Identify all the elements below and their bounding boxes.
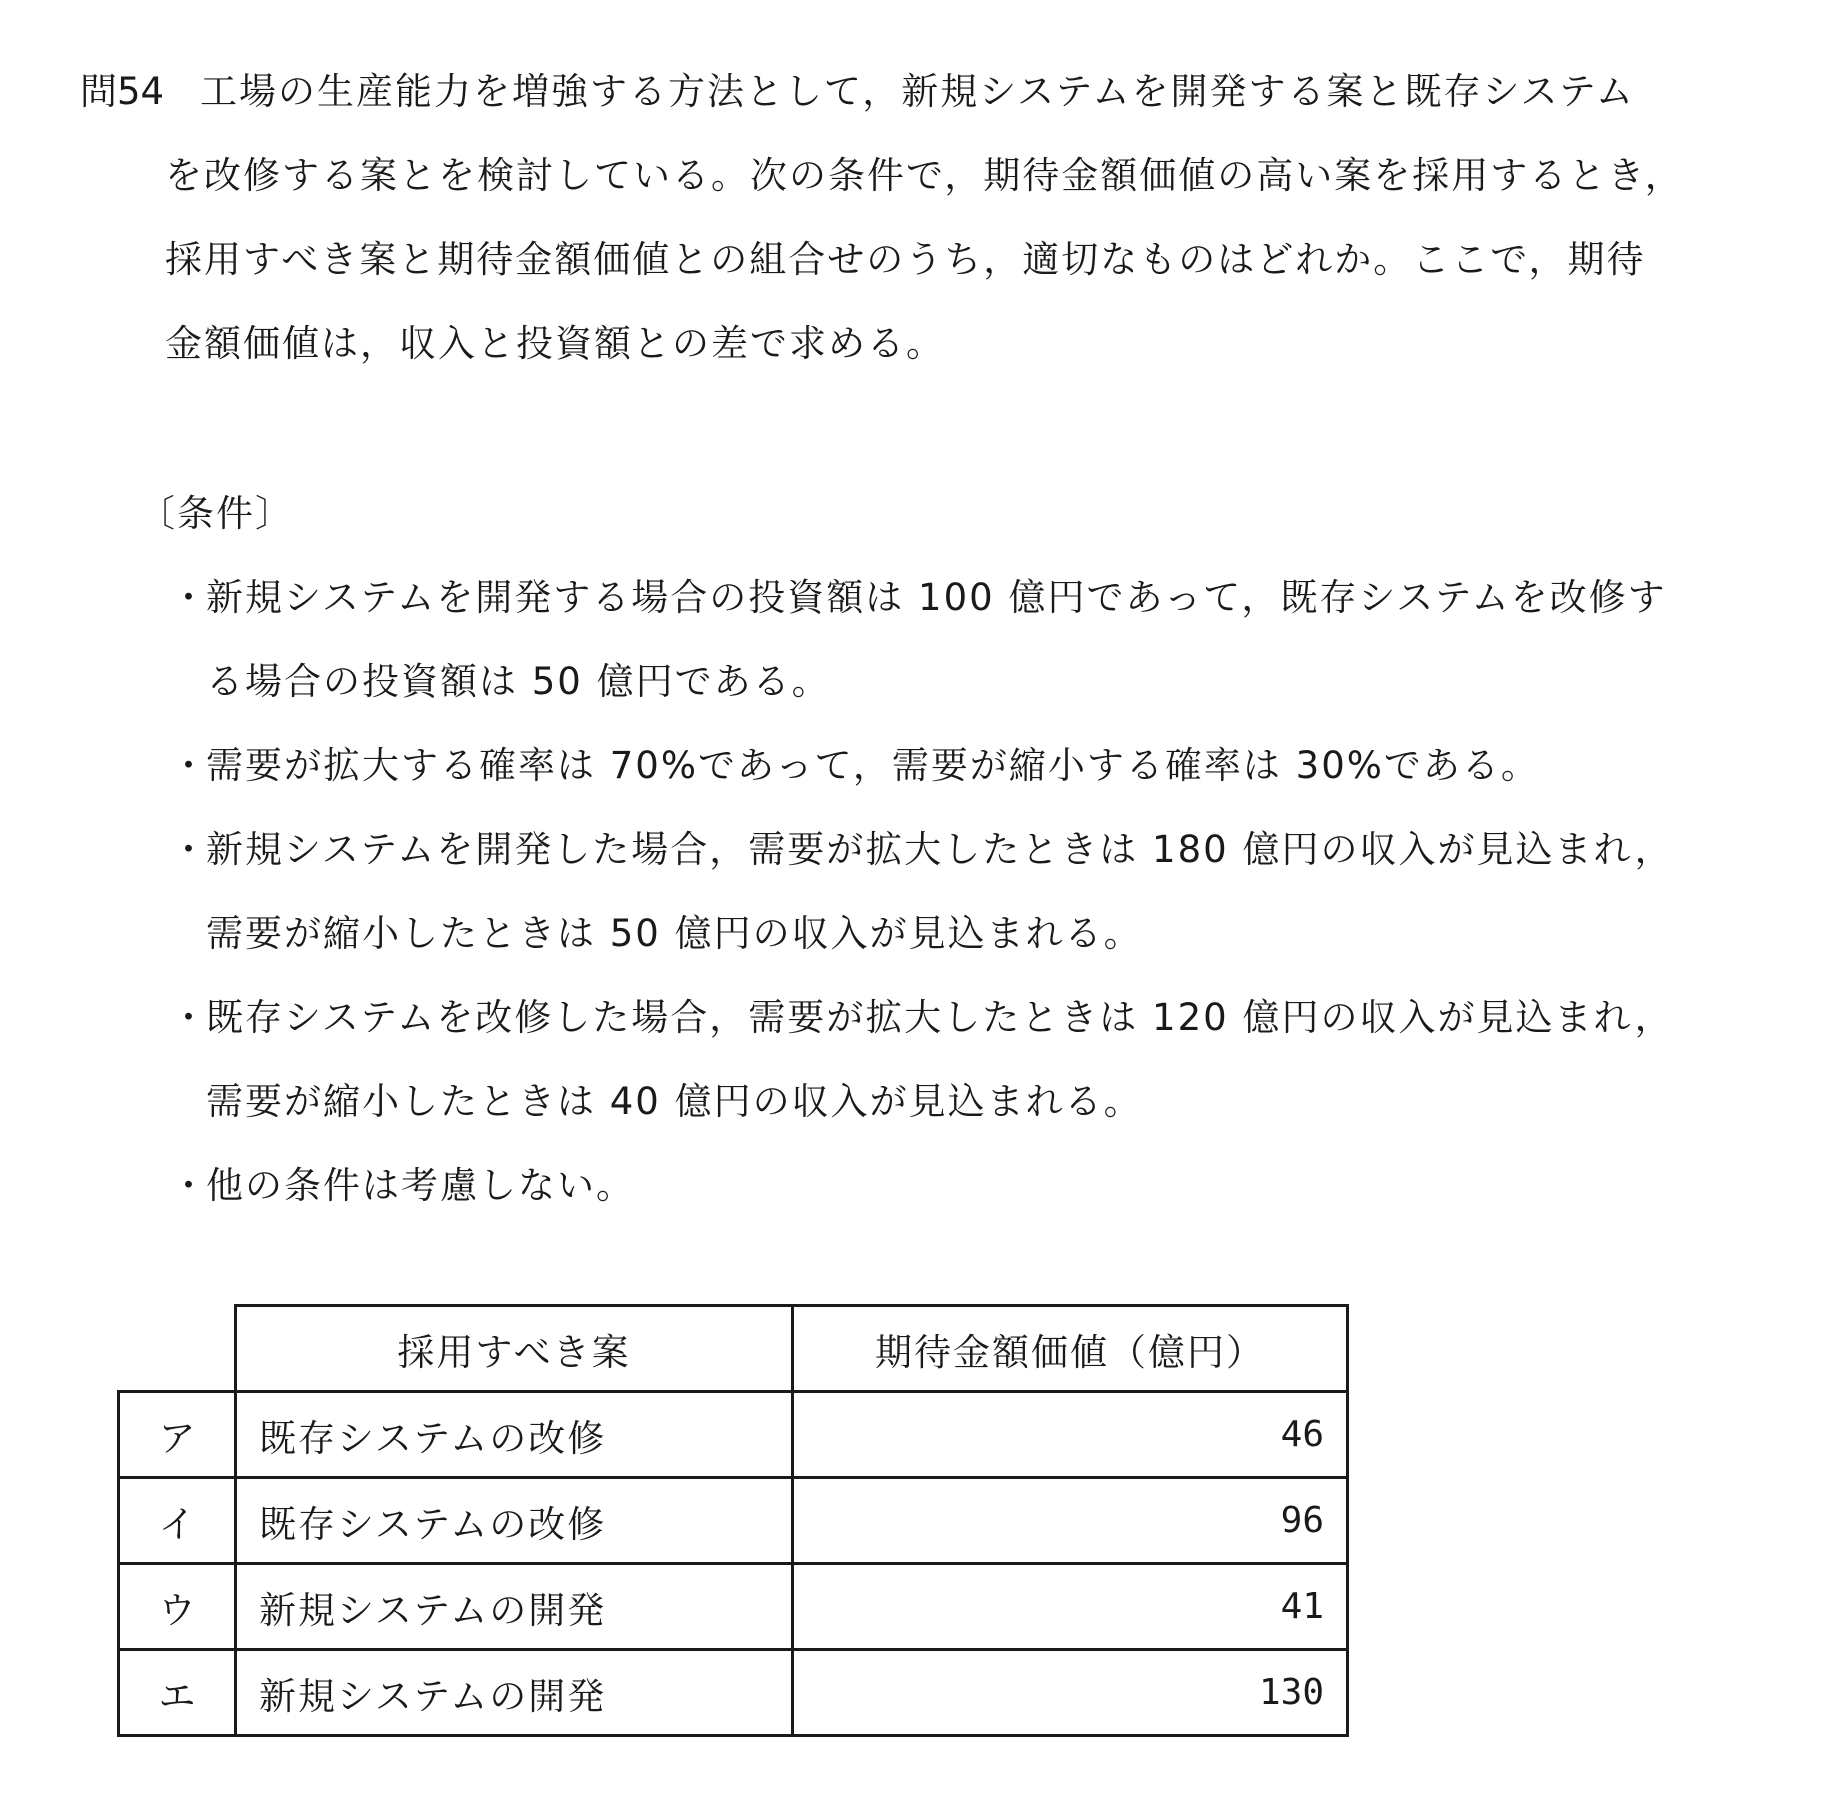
table-corner-blank	[119, 1306, 236, 1392]
condition-1-line-2: る場合の投資額は 50 億円である。	[206, 660, 831, 703]
choice-value: 96	[793, 1478, 1348, 1564]
bullet: ・	[170, 744, 209, 787]
choice-value: 46	[793, 1392, 1348, 1478]
table-row[interactable]	[119, 1478, 1348, 1564]
condition-1-line-1: 新規システムを開発する場合の投資額は 100 億円であって，既存システムを改修す	[206, 576, 1667, 619]
condition-4-line-2: 需要が縮小したときは 40 億円の収入が見込まれる。	[206, 1080, 1143, 1123]
condition-5-line-1: 他の条件は考慮しない。	[206, 1164, 635, 1207]
choice-label: ア	[119, 1392, 236, 1478]
choice-label: エ	[119, 1650, 236, 1736]
condition-item-1	[170, 576, 1667, 620]
condition-item-4	[170, 996, 1674, 1040]
bullet: ・	[170, 828, 209, 871]
choice-value: 130	[793, 1650, 1348, 1736]
table-row[interactable]	[119, 1564, 1348, 1650]
condition-item-2	[170, 744, 1540, 788]
choice-plan: 新規システムの開発	[236, 1650, 793, 1736]
conditions-heading: 〔条件〕	[138, 492, 294, 535]
header-expected-value: 期待金額価値（億円）	[793, 1306, 1348, 1392]
question-line-2: を改修する案とを検討している。次の条件で，期待金額価値の高い案を採用するとき，	[165, 154, 1684, 197]
bullet: ・	[170, 996, 209, 1039]
choice-plan: 既存システムの改修	[236, 1478, 793, 1564]
bullet: ・	[170, 576, 209, 619]
condition-3-line-1: 新規システムを開発した場合，需要が拡大したときは 180 億円の収入が見込まれ，	[206, 828, 1674, 871]
condition-item-5	[170, 1164, 635, 1208]
question-line-4: 金額価値は，収入と投資額との差で求める。	[165, 322, 945, 365]
choice-label: ウ	[119, 1564, 236, 1650]
condition-2-line-1: 需要が拡大する確率は 70%であって，需要が縮小する確率は 30%である。	[206, 744, 1540, 787]
condition-item-3	[170, 828, 1674, 872]
choice-plan: 既存システムの改修	[236, 1392, 793, 1478]
question-line-3: 採用すべき案と期待金額価値との組合せのうち，適切なものはどれか。ここで，期待	[165, 238, 1646, 281]
choice-plan: 新規システムの開発	[236, 1564, 793, 1650]
question-text-1: 工場の生産能力を増強する方法として，新規システムを開発する案と既存システム	[200, 70, 1635, 113]
table-row[interactable]	[119, 1650, 1348, 1736]
table-row[interactable]	[119, 1392, 1348, 1478]
condition-4-line-1: 既存システムを改修した場合，需要が拡大したときは 120 億円の収入が見込まれ，	[206, 996, 1674, 1039]
answer-table	[117, 1304, 1349, 1737]
table-header-row	[119, 1306, 1348, 1392]
question-number: 問54	[80, 70, 165, 113]
choice-value: 41	[793, 1564, 1348, 1650]
condition-3-line-2: 需要が縮小したときは 50 億円の収入が見込まれる。	[206, 912, 1143, 955]
choice-label: イ	[119, 1478, 236, 1564]
question-line-1	[80, 70, 1635, 114]
header-plan: 採用すべき案	[236, 1306, 793, 1392]
bullet: ・	[170, 1164, 209, 1207]
